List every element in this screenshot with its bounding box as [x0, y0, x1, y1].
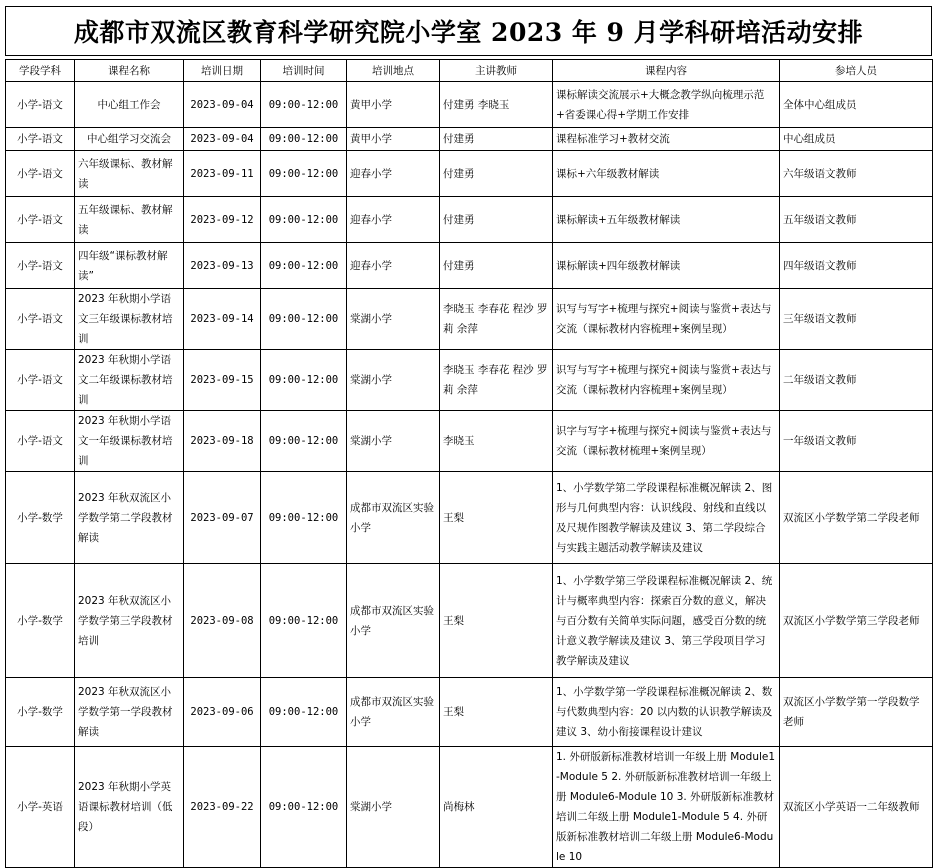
cell-date: 2023-09-15: [184, 350, 261, 411]
cell-participants: 五年级语文教师: [780, 197, 933, 243]
cell-place: 黄甲小学: [347, 128, 440, 151]
cell-participants: 一年级语文教师: [780, 411, 933, 472]
cell-teacher: 王梨: [440, 564, 553, 678]
cell-time: 09:00-12:00: [261, 472, 347, 564]
cell-teacher: 付建勇: [440, 128, 553, 151]
table-row: [6, 747, 933, 868]
cell-time: 09:00-12:00: [261, 197, 347, 243]
header-row: [6, 60, 933, 82]
cell-subject: 小学-语文: [6, 411, 75, 472]
cell-content: 识写与写字+梳理与探究+阅读与鉴赏+表达与交流（课标教材内容梳理+案例呈现）: [553, 289, 780, 350]
cell-time: 09:00-12:00: [261, 151, 347, 197]
cell-content: 课程标准学习+教材交流: [553, 128, 780, 151]
cell-participants: 三年级语文教师: [780, 289, 933, 350]
header-course: 课程名称: [75, 60, 184, 82]
cell-teacher: 付建勇 李晓玉: [440, 82, 553, 128]
cell-place: 棠湖小学: [347, 411, 440, 472]
cell-teacher: 李晓玉: [440, 411, 553, 472]
cell-date: 2023-09-11: [184, 151, 261, 197]
cell-participants: 二年级语文教师: [780, 350, 933, 411]
cell-content: 识字与写字+梳理与探究+阅读与鉴赏+表达与交流（课标教材梳理+案例呈现）: [553, 411, 780, 472]
header-content: 课程内容: [553, 60, 780, 82]
cell-course: 五年级课标、教材解读: [75, 197, 184, 243]
cell-subject: 小学-语文: [6, 197, 75, 243]
cell-participants: 双流区小学数学第三学段老师: [780, 564, 933, 678]
cell-subject: 小学-语文: [6, 289, 75, 350]
cell-teacher: 付建勇: [440, 243, 553, 289]
header-place: 培训地点: [347, 60, 440, 82]
title-cell: [5, 6, 932, 56]
cell-date: 2023-09-04: [184, 128, 261, 151]
cell-subject: 小学-语文: [6, 350, 75, 411]
header-participants: 参培人员: [780, 60, 933, 82]
cell-date: 2023-09-06: [184, 678, 261, 747]
cell-course: 2023 年秋期小学英语课标教材培训（低段）: [75, 747, 184, 868]
cell-time: 09:00-12:00: [261, 289, 347, 350]
cell-subject: 小学-语文: [6, 128, 75, 151]
cell-place: 成都市双流区实验小学: [347, 564, 440, 678]
header-date: 培训日期: [184, 60, 261, 82]
cell-course: 六年级课标、教材解读: [75, 151, 184, 197]
cell-teacher: 李晓玉 李春花 程沙 罗莉 余萍: [440, 350, 553, 411]
header-subject: 学段学科: [6, 60, 75, 82]
cell-place: 棠湖小学: [347, 289, 440, 350]
cell-content: 1、小学数学第二学段课程标准概况解读 2、图形与几何典型内容：认识线段、射线和直线以及尺规作图教学解读及建议 3、第二学段综合与实践主题活动教学解读及建议: [553, 472, 780, 564]
cell-teacher: 付建勇: [440, 197, 553, 243]
cell-participants: 双流区小学数学第一学段数学老师: [780, 678, 933, 747]
cell-content: 1. 外研版新标准教材培训一年级上册 Module1-Module 5 2. 外研版新标准教材培训一年级上册 Module6-Module 10 3. 外研版新标准教材培训二年级上册 Module1-Module 5 4. 外研版新标准教材培训二年级上册 Module6-Module 10: [553, 747, 780, 868]
cell-participants: 六年级语文教师: [780, 151, 933, 197]
cell-subject: 小学-数学: [6, 564, 75, 678]
cell-place: 棠湖小学: [347, 350, 440, 411]
table-row: [6, 678, 933, 747]
cell-course: 2023 年秋双流区小学数学第一学段教材解读: [75, 678, 184, 747]
cell-date: 2023-09-13: [184, 243, 261, 289]
cell-place: 黄甲小学: [347, 82, 440, 128]
cell-subject: 小学-数学: [6, 472, 75, 564]
table-row: [6, 197, 933, 243]
cell-subject: 小学-语文: [6, 151, 75, 197]
cell-teacher: 尚梅林: [440, 747, 553, 868]
table-row: [6, 411, 933, 472]
cell-date: 2023-09-22: [184, 747, 261, 868]
document-title: 成都市双流区教育科学研究院小学室 2023 年 9 月学科研培活动安排: [73, 18, 864, 47]
table-row: [6, 350, 933, 411]
cell-teacher: 王梨: [440, 472, 553, 564]
cell-participants: 双流区小学数学第二学段老师: [780, 472, 933, 564]
cell-teacher: 李晓玉 李春花 程沙 罗莉 余萍: [440, 289, 553, 350]
cell-participants: 中心组成员: [780, 128, 933, 151]
cell-place: 迎春小学: [347, 197, 440, 243]
cell-course: 2023 年秋双流区小学数学第二学段教材解读: [75, 472, 184, 564]
cell-date: 2023-09-07: [184, 472, 261, 564]
cell-course: 2023 年秋期小学语文一年级课标教材培训: [75, 411, 184, 472]
cell-content: 1、小学数学第一学段课程标准概况解读 2、数与代数典型内容：20 以内数的认识教学解读及建议 3、幼小衔接课程设计建议: [553, 678, 780, 747]
cell-course: 2023 年秋双流区小学数学第三学段教材培训: [75, 564, 184, 678]
cell-content: 课标+六年级教材解读: [553, 151, 780, 197]
table-row: [6, 243, 933, 289]
cell-date: 2023-09-18: [184, 411, 261, 472]
cell-time: 09:00-12:00: [261, 243, 347, 289]
table-row: [6, 472, 933, 564]
schedule-table: [5, 59, 933, 868]
cell-teacher: 王梨: [440, 678, 553, 747]
cell-place: 棠湖小学: [347, 747, 440, 868]
header-teacher: 主讲教师: [440, 60, 553, 82]
cell-time: 09:00-12:00: [261, 350, 347, 411]
cell-participants: 双流区小学英语一二年级教师: [780, 747, 933, 868]
cell-time: 09:00-12:00: [261, 411, 347, 472]
cell-time: 09:00-12:00: [261, 747, 347, 868]
cell-place: 成都市双流区实验小学: [347, 678, 440, 747]
cell-participants: 全体中心组成员: [780, 82, 933, 128]
cell-subject: 小学-语文: [6, 243, 75, 289]
cell-subject: 小学-数学: [6, 678, 75, 747]
table-row: [6, 151, 933, 197]
table-row: [6, 82, 933, 128]
cell-time: 09:00-12:00: [261, 564, 347, 678]
cell-time: 09:00-12:00: [261, 128, 347, 151]
table-row: [6, 564, 933, 678]
cell-date: 2023-09-14: [184, 289, 261, 350]
table-row: [6, 289, 933, 350]
cell-subject: 小学-英语: [6, 747, 75, 868]
table-row: [6, 128, 933, 151]
cell-course: 四年级“课标教材解读”: [75, 243, 184, 289]
cell-date: 2023-09-12: [184, 197, 261, 243]
cell-course: 中心组工作会: [75, 82, 184, 128]
cell-content: 课标解读交流展示+大概念教学纵向梳理示范+省委课心得+学期工作安排: [553, 82, 780, 128]
cell-content: 课标解读+五年级教材解读: [553, 197, 780, 243]
cell-subject: 小学-语文: [6, 82, 75, 128]
cell-course: 中心组学习交流会: [75, 128, 184, 151]
cell-participants: 四年级语文教师: [780, 243, 933, 289]
cell-place: 迎春小学: [347, 151, 440, 197]
cell-time: 09:00-12:00: [261, 678, 347, 747]
cell-place: 迎春小学: [347, 243, 440, 289]
cell-date: 2023-09-08: [184, 564, 261, 678]
cell-content: 课标解读+四年级教材解读: [553, 243, 780, 289]
cell-course: 2023 年秋期小学语文二年级课标教材培训: [75, 350, 184, 411]
cell-content: 识写与写字+梳理与探究+阅读与鉴赏+表达与交流（课标教材内容梳理+案例呈现）: [553, 350, 780, 411]
cell-date: 2023-09-04: [184, 82, 261, 128]
header-time: 培训时间: [261, 60, 347, 82]
cell-content: 1、小学数学第三学段课程标准概况解读 2、统计与概率典型内容：探索百分数的意义，解决与百分数有关简单实际问题，感受百分数的统计意义教学解读及建议 3、第三学段项目学习教学解读及建议: [553, 564, 780, 678]
cell-teacher: 付建勇: [440, 151, 553, 197]
cell-course: 2023 年秋期小学语文三年级课标教材培训: [75, 289, 184, 350]
cell-place: 成都市双流区实验小学: [347, 472, 440, 564]
cell-time: 09:00-12:00: [261, 82, 347, 128]
